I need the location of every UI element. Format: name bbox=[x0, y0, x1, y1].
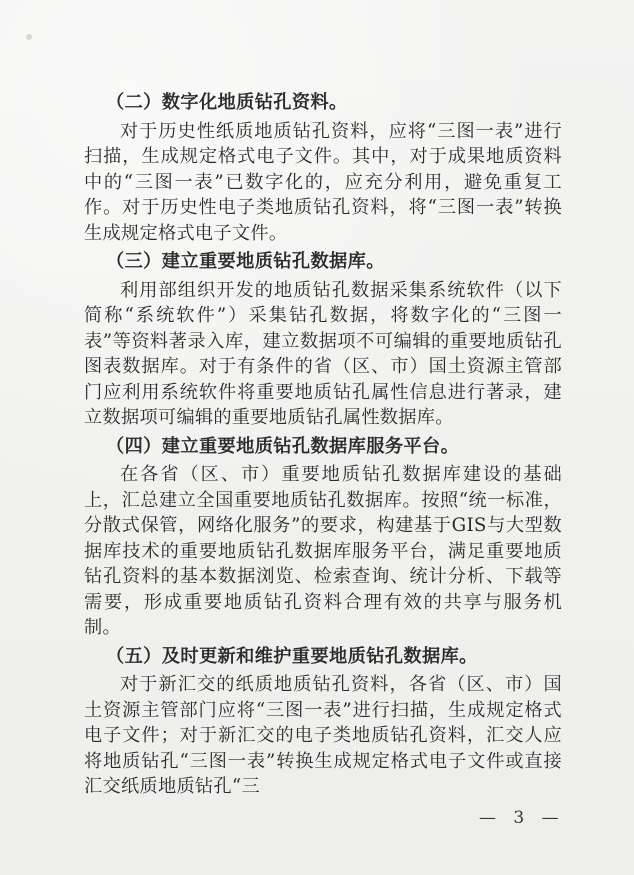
section-paragraph: 对于历史性纸质地质钻孔资料，应将“三图一表”进行扫描，生成规定格式电子文件。其中，对于成果地质资料中的“三图一表”已数字化的，应充分利用，避免重复工作。对于历史性电子类地质钻孔资料，将“三图一表”转换生成规定格式电子文件。 bbox=[84, 120, 562, 244]
section-paragraph: 利用部组织开发的地质钻孔数据采集系统软件（以下简称“系统软件”）采集钻孔数据，将数字化的“三图一表”等资料著录入库，建立数据项不可编辑的重要地质钻孔图表数据库。对于有条件的省（区、市）国土资源主管部门应利用系统软件将重要地质钻孔属性信息进行著录，建立数据项可编辑的重要地质钻孔属性数据库。 bbox=[84, 279, 562, 428]
section-heading: （二）数字化地质钻孔资料。 bbox=[106, 92, 348, 113]
section-paragraph: 对于新汇交的纸质地质钻孔资料，各省（区、市）国土资源主管部门应将“三图一表”进行扫描，生成规定格式电子文件；对于新汇交的电子类地质钻孔资料，汇交人应将地质钻孔“三图一表”转换生成规定格式电子文件或直接汇交纸质地质钻孔“三 bbox=[84, 674, 562, 797]
section-heading: （五）及时更新和维护重要地质钻孔数据库。 bbox=[106, 645, 478, 667]
section-heading: （三）建立重要地质钻孔数据库。 bbox=[106, 251, 385, 272]
section-heading: （四）建立重要地质钻孔数据库服务平台。 bbox=[106, 435, 460, 457]
page-number: — 3 — bbox=[479, 808, 565, 828]
scan-mark bbox=[26, 34, 32, 40]
section-paragraph: 在各省（区、市）重要地质钻孔数据库建设的基础上，汇总建立全国重要地质钻孔数据库。按照“统一标准，分散式保管，网络化服务”的要求，构建基于GIS与大型数据库技术的重要地质钻孔数据库服务平台，满足重要地质钻孔资料的基本数据浏览、检索查询、统计分析、下载等需要，形成重要地质钻孔资料合理有效的共享与服务机制。 bbox=[84, 464, 562, 638]
document-body bbox=[84, 90, 562, 803]
